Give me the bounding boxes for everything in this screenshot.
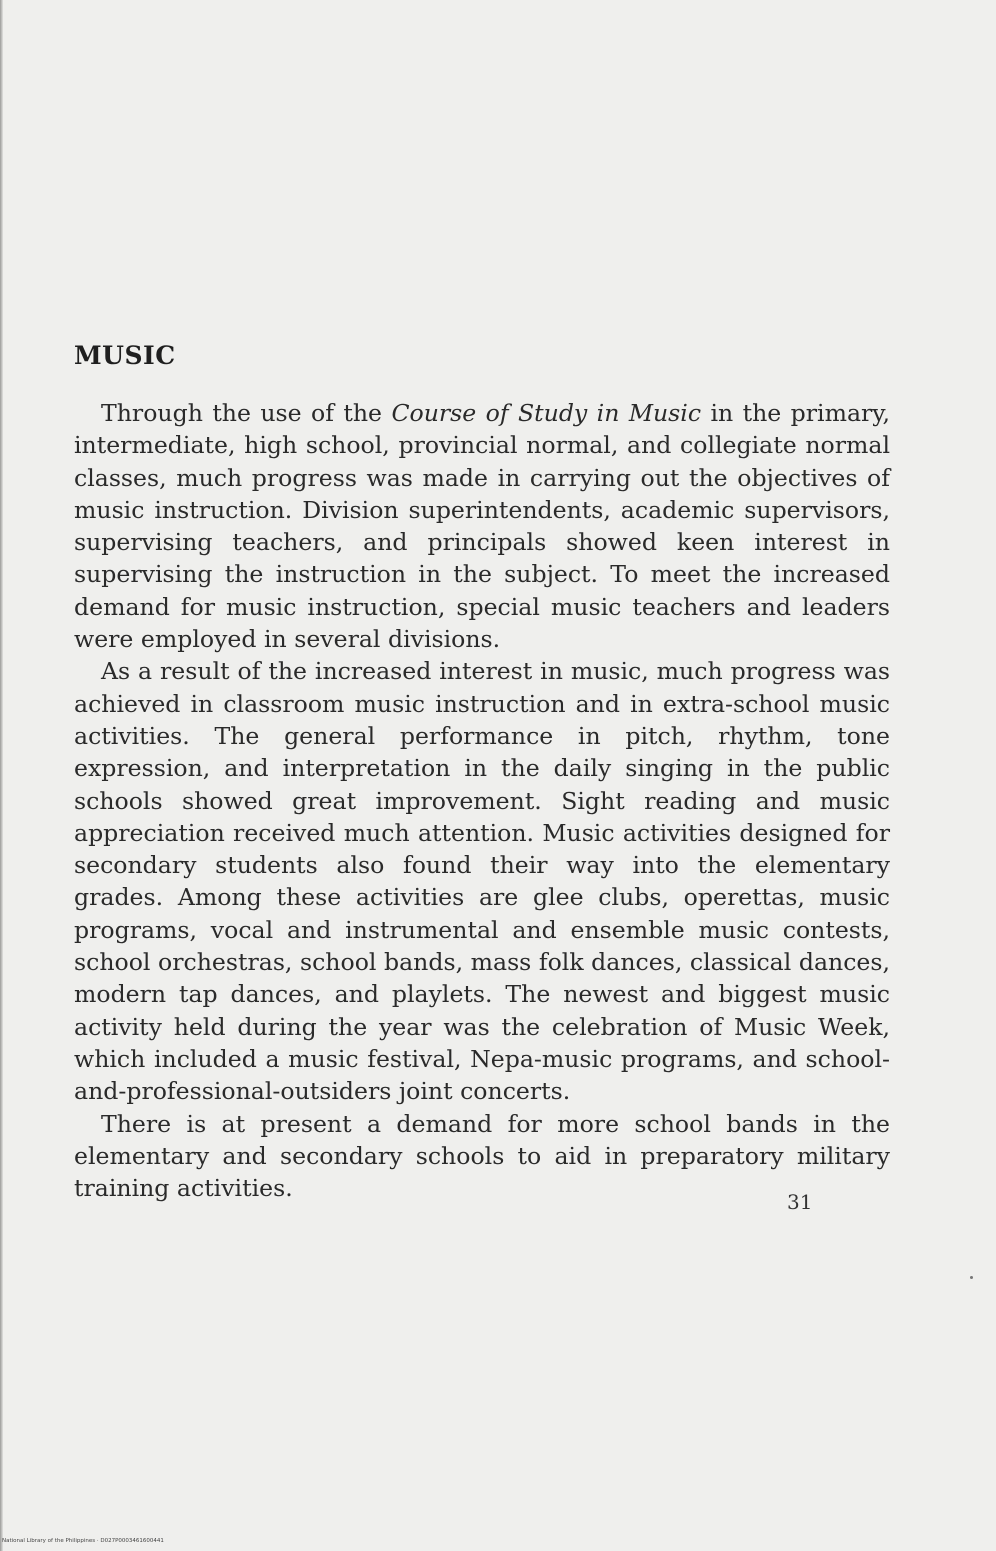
- paragraph-1: [74, 397, 890, 655]
- paragraph-1-start: Through the use of the: [101, 399, 392, 427]
- course-title-italic: Course of Study in Music: [391, 399, 702, 427]
- document-body: [74, 341, 890, 1204]
- library-footer: National Library of the Philippines · D027P0003461600441: [2, 1538, 164, 1544]
- page-edge-shadow: [0, 0, 3, 1551]
- scan-speck: [970, 1276, 973, 1279]
- paragraph-3: There is at present a demand for more school bands in the elementary and secondary schools to aid in preparatory military training activities.: [74, 1109, 890, 1203]
- page-number: 31: [787, 1190, 813, 1214]
- section-heading: MUSIC: [74, 341, 176, 370]
- paragraph-1-rest: in the primary, intermediate, high school, provincial normal, and collegiate normal classes, much progress was made in carrying out the objectives of music instruction. Division superintendents, academic supervisors, supervising teachers, and principals showed keen interest in supervising the instruction in the subject. To meet the increased demand for music instruction, special music teachers and leaders were employed in several divisions.: [74, 399, 890, 654]
- paragraph-2: As a result of the increased interest in music, much progress was achieved in classroom music instruction and in extra-school music activities. The general performance in pitch, rhythm, tone expression, and interpretation in the daily singing in the public schools showed great improvement. Sight reading and music appreciation received much attention. Music activities designed for secondary students also found their way into the elementary grades. Among these activities are glee clubs, operettas, music programs, vocal and instrumental and ensemble music contests, school orchestras, school bands, mass folk dances, classical dances, modern tap dances, and playlets. The newest and biggest music activity held during the year was the celebration of Music Week, which included a music festival, Nepa-music programs, and school-and-professional-outsiders joint concerts.: [74, 657, 890, 1106]
